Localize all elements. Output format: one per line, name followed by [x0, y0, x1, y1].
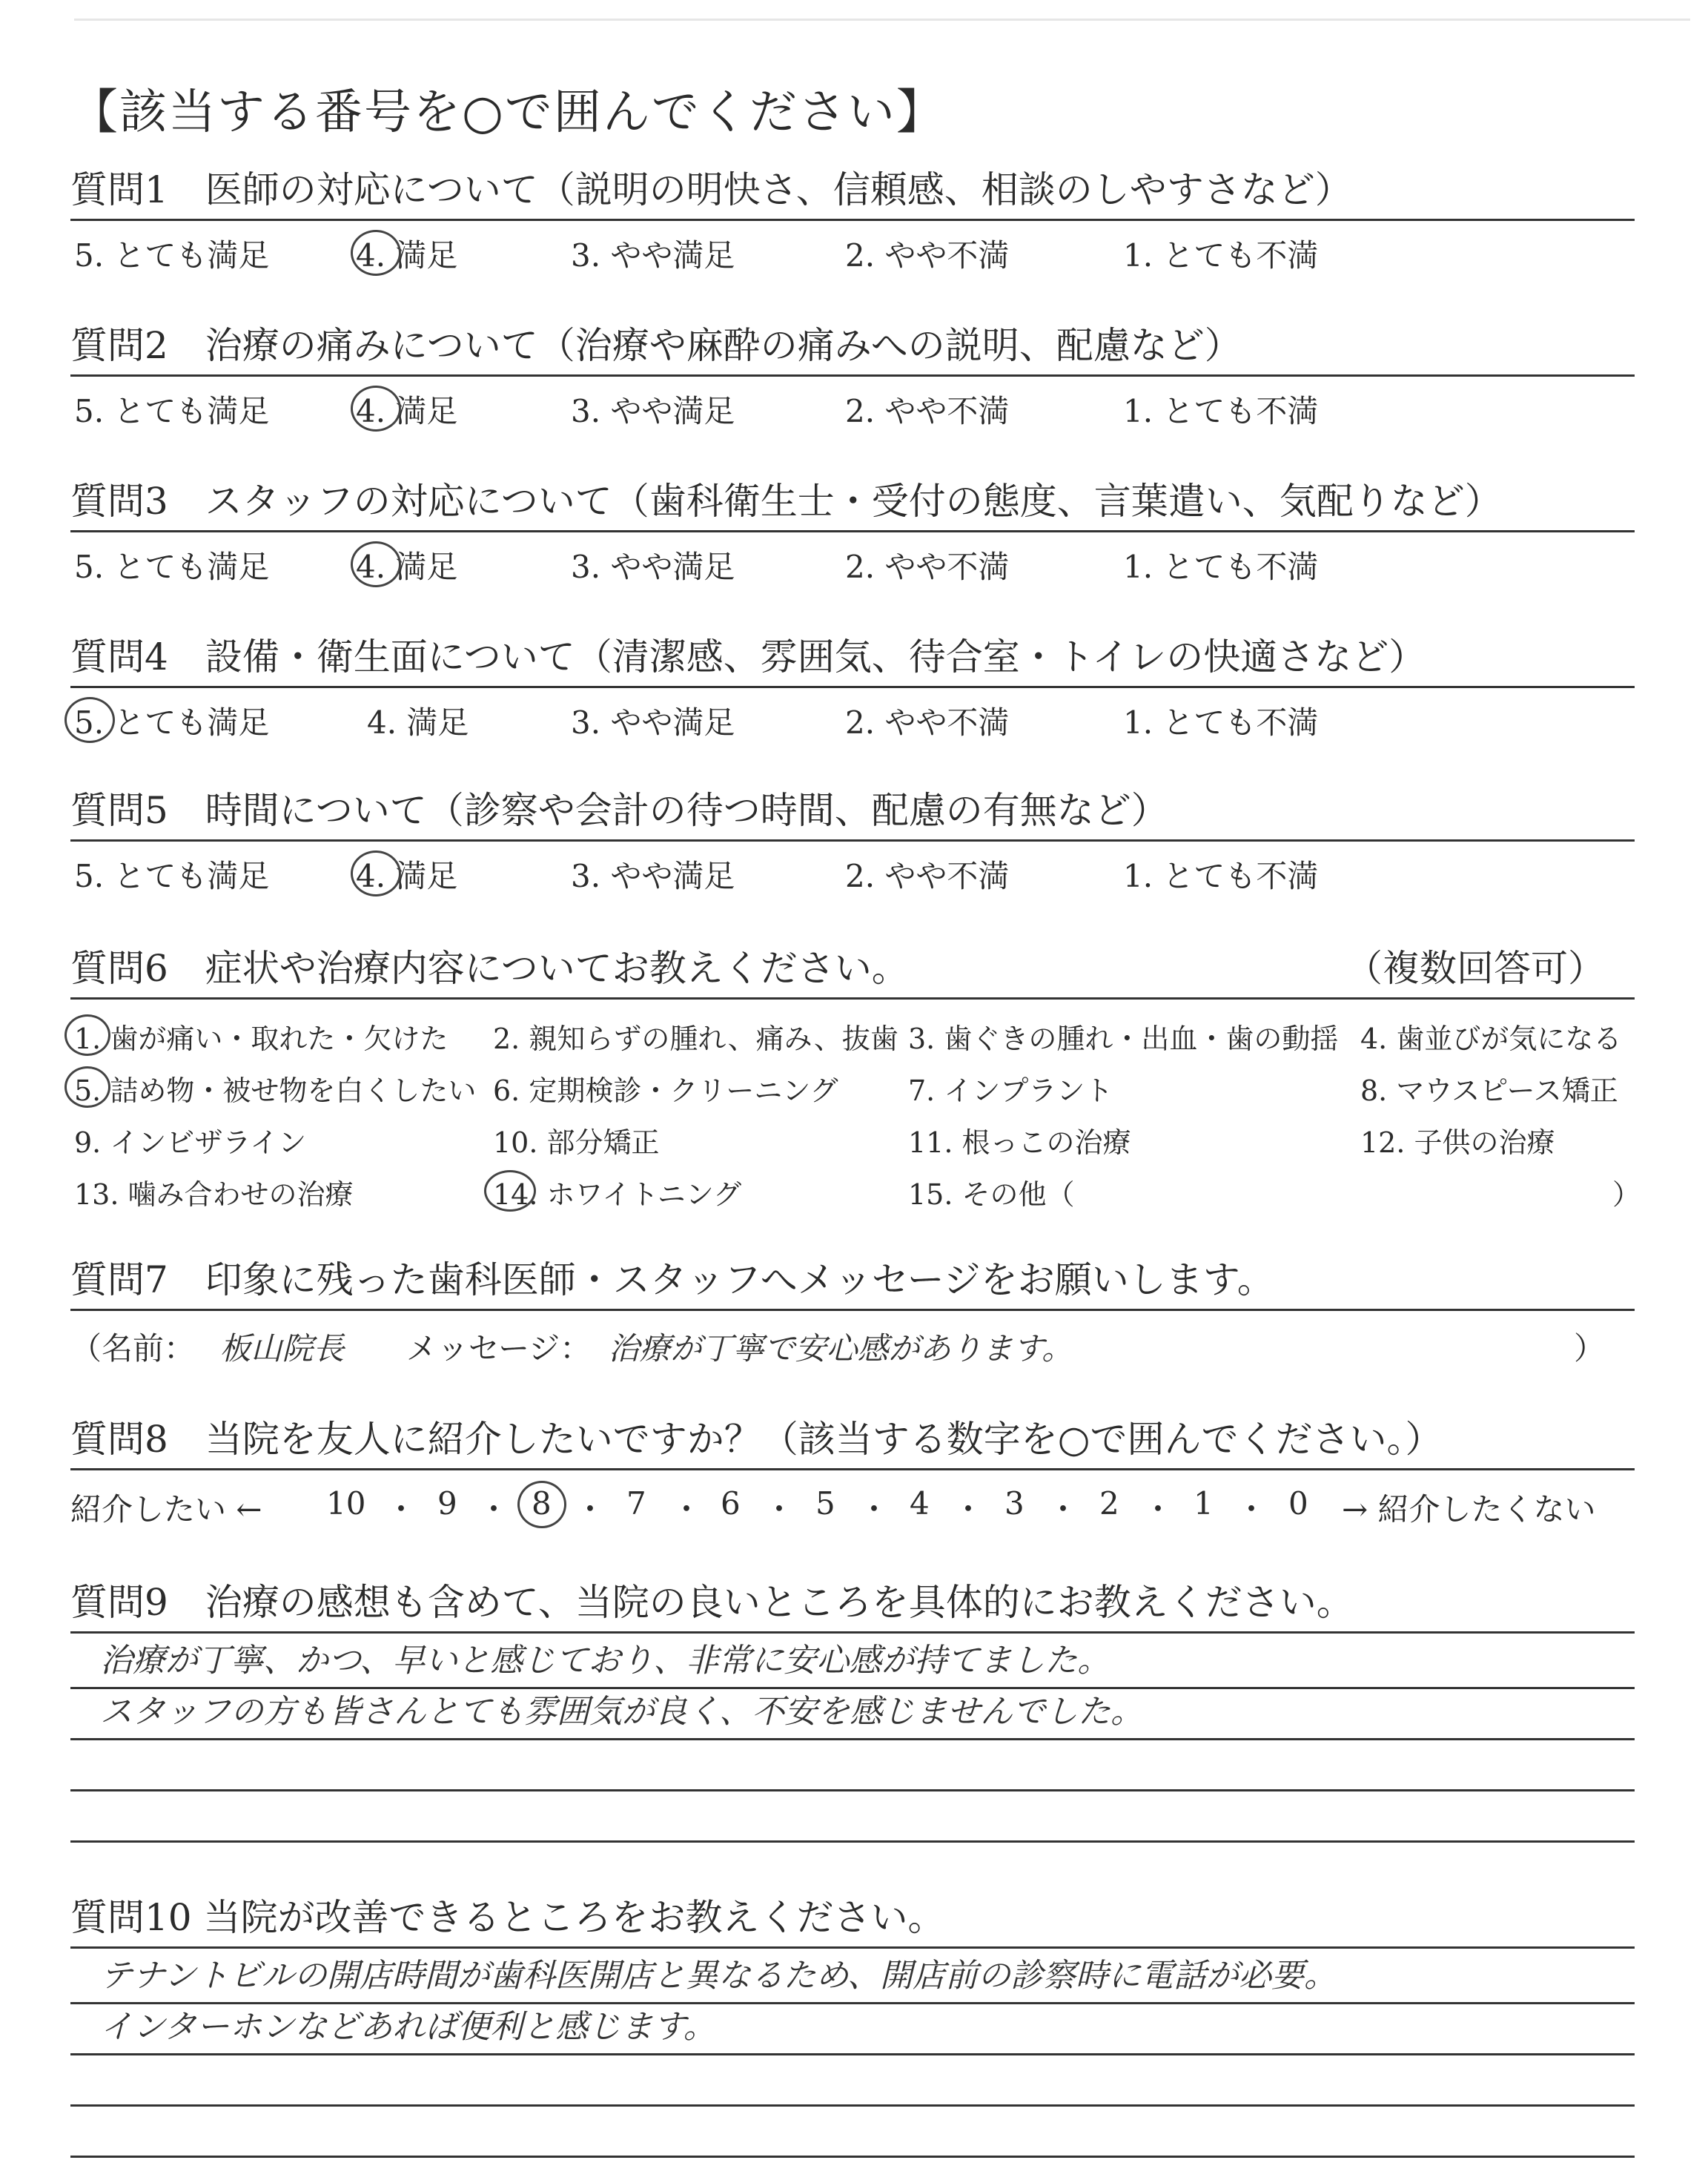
question-1 [70, 167, 1635, 276]
referral-scale: 紹介したい ← 10 ・ 9 ・ 8 ・ 7 ・ 6 ・ 5 ・ 4 ・ 3 ・ 2 ・ 1 ・ 0 → 紹介したくない [70, 1479, 1635, 1531]
selection-circle [64, 697, 115, 743]
answer-line[interactable] [70, 1638, 1635, 1689]
selection-circle [64, 1066, 110, 1108]
treatment-option-2[interactable]: 2. 親知らずの腫れ、痛み、抜歯 [493, 1023, 898, 1055]
question-10-label: 質問10 当院が改善できるところをお教えください。 [70, 1896, 945, 1939]
answer-text: スタッフの方も皆さんとても雰囲気が良く、不安を感じませんでした。 [100, 1693, 1144, 1731]
option-3[interactable]: 3. やや満足 [571, 549, 735, 585]
option-4[interactable]: 4. 満足 [356, 549, 458, 585]
selection-circle [517, 1481, 566, 1528]
message-line [70, 1320, 1635, 1372]
divider [70, 839, 1635, 842]
treatment-options [70, 1010, 1641, 1218]
option-5[interactable]: 5. とても満足 [74, 858, 270, 894]
treatment-option-13[interactable]: 13. 噛み合わせの治療 [74, 1178, 354, 1211]
option-3[interactable]: 3. やや満足 [571, 393, 735, 429]
page-title: 【該当する番号を○で囲んでください】 [70, 85, 945, 140]
answer-line[interactable] [70, 1740, 1635, 1791]
option-4[interactable]: 4. 満足 [356, 858, 458, 894]
selection-circle [351, 541, 401, 587]
answer-text: テナントビルの開店時間が歯科医開店と異なるため、開店前の診察時に電話が必要。 [100, 1957, 1337, 1995]
answer-line[interactable] [70, 1689, 1635, 1740]
option-3[interactable]: 3. やや満足 [571, 704, 735, 741]
option-2[interactable]: 2. やや不満 [845, 704, 1010, 741]
treatment-option-8[interactable]: 8. マウスピース矯正 [1360, 1074, 1618, 1107]
option-2[interactable]: 2. やや不満 [845, 858, 1010, 894]
question-7 [70, 1257, 1635, 1372]
option-1[interactable]: 1. とても不満 [1123, 393, 1319, 429]
question-1-options [70, 231, 1635, 276]
question-6-text: 質問6 症状や治療内容についてお教えください。 [70, 947, 909, 990]
question-1-label: 質問1 医師の対応について（説明の明快さ、信頼感、相談のしやすさなど） [70, 168, 1352, 211]
option-1[interactable]: 1. とても不満 [1123, 858, 1319, 894]
option-1[interactable]: 1. とても不満 [1123, 549, 1319, 585]
question-6-label [70, 945, 1635, 991]
treatment-option-11[interactable]: 11. 根っこの治療 [908, 1126, 1131, 1159]
option-5[interactable]: 5. とても満足 [74, 237, 270, 274]
divider [70, 219, 1635, 221]
question-4 [70, 634, 1635, 743]
treatment-option-14[interactable]: 14. ホワイトニング [493, 1178, 742, 1211]
answer-line[interactable] [70, 2107, 1635, 2158]
selection-circle [351, 386, 401, 432]
treatment-option-10[interactable]: 10. 部分矯正 [493, 1126, 660, 1159]
question-4-options [70, 698, 1635, 743]
question-2 [70, 323, 1635, 432]
selection-circle [484, 1170, 536, 1212]
top-divider [74, 19, 1690, 21]
treatment-option-9[interactable]: 9. インビザライン [74, 1126, 307, 1159]
option-5[interactable]: 5. とても満足 [74, 549, 270, 585]
question-9-label: 質問9 治療の感想も含めて、当院の良いところを具体的にお教えください。 [70, 1581, 1354, 1624]
divider [70, 997, 1635, 1000]
question-9 [70, 1579, 1635, 1843]
other-close-paren: ） [1612, 1178, 1641, 1211]
divider [70, 1309, 1635, 1311]
treatment-option-5[interactable]: 5. 詰め物・被せ物を白くしたい [74, 1074, 477, 1107]
answer-lines [70, 1638, 1635, 1843]
message-close-paren: ） [1573, 1330, 1605, 1367]
name-label: （名前： [70, 1330, 196, 1367]
option-2[interactable]: 2. やや不満 [845, 549, 1010, 585]
treatment-option-6[interactable]: 6. 定期検診・クリーニング [493, 1074, 838, 1107]
answer-text: インターホンなどあれば便利と感じます。 [100, 2008, 716, 2046]
scale-number-2[interactable]: 2 [1099, 1485, 1119, 1522]
treatment-option-3[interactable]: 3. 歯ぐきの腫れ・出血・歯の動揺 [908, 1023, 1339, 1055]
scale-right-label: → 紹介したくない [1342, 1491, 1596, 1527]
option-2[interactable]: 2. やや不満 [845, 393, 1010, 429]
answer-line[interactable] [70, 1953, 1635, 2004]
question-5-options [70, 852, 1635, 896]
question-5 [70, 787, 1635, 896]
scale-number-4[interactable]: 4 [910, 1485, 930, 1522]
question-10 [70, 1895, 1635, 2158]
scale-number-1[interactable]: 1 [1194, 1485, 1214, 1522]
message-value[interactable]: 治療が丁寧で安心感があります。 [608, 1330, 1073, 1367]
multiple-answers-note: （複数回答可） [1345, 947, 1605, 990]
question-3-options [70, 543, 1635, 587]
treatment-option-1[interactable]: 1. 歯が痛い・取れた・欠けた [74, 1023, 448, 1055]
scale-number-5[interactable]: 5 [815, 1485, 835, 1522]
option-3[interactable]: 3. やや満足 [571, 237, 735, 274]
question-5-label: 質問5 時間について（診察や会計の待つ時間、配慮の有無など） [70, 789, 1168, 832]
question-6 [70, 945, 1641, 1218]
divider [70, 686, 1635, 688]
answer-lines [70, 1953, 1635, 2158]
treatment-option-12[interactable]: 12. 子供の治療 [1360, 1126, 1555, 1159]
option-3[interactable]: 3. やや満足 [571, 858, 735, 894]
question-8-label: 質問8 当院を友人に紹介したいですか？（該当する数字を○で囲んでください。） [70, 1418, 1443, 1461]
treatment-option-15[interactable]: 15. その他（ [908, 1178, 1075, 1211]
name-value[interactable]: 板山院長 [219, 1330, 345, 1367]
option-5[interactable]: 5. とても満足 [74, 393, 270, 429]
question-3-label: 質問3 スタッフの対応について（歯科衛生士・受付の態度、言葉遣い、気配りなど） [70, 480, 1502, 523]
treatment-option-4[interactable]: 4. 歯並びが気になる [1360, 1023, 1622, 1055]
scale-number-7[interactable]: 7 [626, 1485, 646, 1522]
option-4[interactable]: 4. 満足 [356, 237, 458, 274]
selection-circle [351, 851, 401, 896]
option-5[interactable]: 5. とても満足 [74, 704, 270, 741]
scale-number-9[interactable]: 9 [437, 1485, 457, 1522]
answer-line[interactable] [70, 1791, 1635, 1843]
question-8 [70, 1416, 1635, 1531]
option-1[interactable]: 1. とても不満 [1123, 237, 1319, 274]
answer-line[interactable] [70, 2004, 1635, 2055]
message-label: メッセージ： [406, 1330, 592, 1367]
option-1[interactable]: 1. とても不満 [1123, 704, 1319, 741]
answer-line[interactable] [70, 2055, 1635, 2107]
option-4[interactable]: 4. 満足 [356, 393, 458, 429]
option-4[interactable]: 4. 満足 [367, 704, 469, 741]
scale-number-8[interactable]: 8 [532, 1485, 552, 1522]
scale-left-label: 紹介したい ← [70, 1491, 262, 1527]
scale-number-3[interactable]: 3 [1004, 1485, 1025, 1522]
answer-text: 治療が丁寧、かつ、早いと感じており、非常に安心感が持てました。 [100, 1642, 1110, 1680]
scale-number-6[interactable]: 6 [721, 1485, 741, 1522]
divider [70, 1468, 1635, 1470]
question-2-options [70, 387, 1635, 432]
divider [70, 374, 1635, 377]
question-3 [70, 478, 1635, 587]
scale-number-0[interactable]: 0 [1288, 1485, 1308, 1522]
option-2[interactable]: 2. やや不満 [845, 237, 1010, 274]
selection-circle [64, 1014, 110, 1056]
question-7-label: 質問7 印象に残った歯科医師・スタッフへメッセージをお願いします。 [70, 1258, 1274, 1301]
question-4-label: 質問4 設備・衛生面について（清潔感、雰囲気、待合室・トイレの快適さなど） [70, 635, 1426, 678]
selection-circle [351, 230, 401, 276]
divider [70, 530, 1635, 532]
question-2-label: 質問2 治療の痛みについて（治療や麻酔の痛みへの説明、配慮など） [70, 324, 1242, 367]
treatment-option-7[interactable]: 7. インプラント [908, 1074, 1113, 1107]
scale-number-10[interactable]: 10 [326, 1485, 366, 1522]
